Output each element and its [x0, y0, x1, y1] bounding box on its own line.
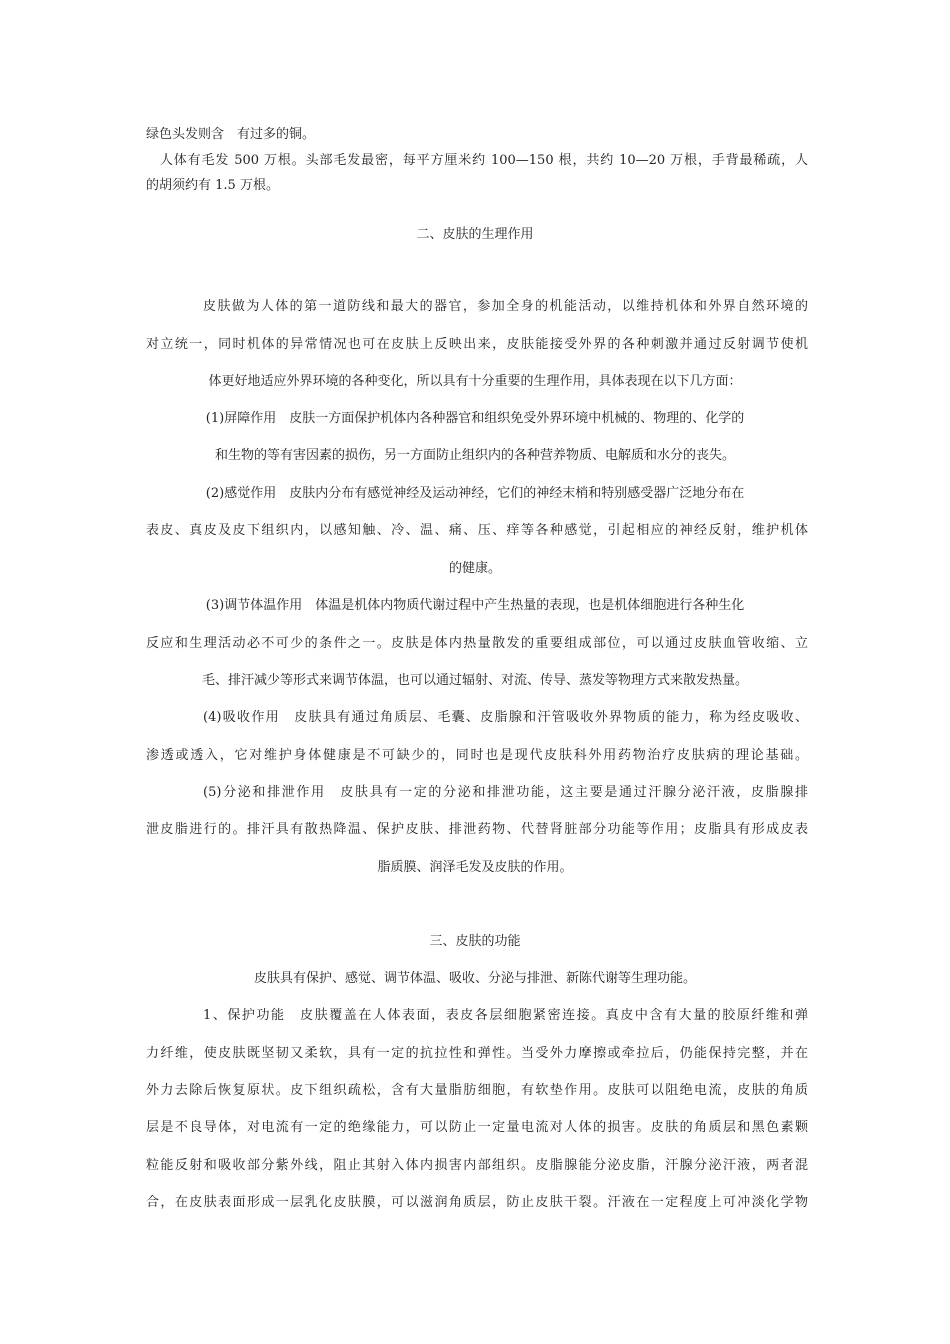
paragraph-line: 的健康。	[448, 561, 501, 576]
paragraph-line: 对立统一，同时机体的异常情况也可在皮肤上反映出来，皮肤能接受外界的各种刺激并通过反射调节使机	[146, 337, 808, 352]
paragraph-line: (4)吸收作用 皮肤具有通过角质层、毛囊、皮脂腺和汗管吸收外界物质的能力，称为经皮吸收、	[203, 710, 808, 725]
paragraph-line: 泄皮脂进行的。排汗具有散热降温、保护皮肤、排泄药物、代替肾脏部分功能等作用；皮脂具有形成皮表	[146, 822, 808, 837]
paragraph-line: 皮肤具有保护、感觉、调节体温、吸收、分泌与排泄、新陈代谢等生理功能。	[253, 971, 696, 986]
paragraph-line: 渗透或透入，它对维护身体健康是不可缺少的，同时也是现代皮肤科外用药物治疗皮肤病的理论基础。	[146, 748, 808, 763]
paragraph-line: 和生物的等有害因素的损伤，另一方面防止组织内的各种营养物质、电解质和水分的丧失。	[214, 448, 735, 463]
paragraph-line: 脂质膜、润泽毛发及皮肤的作用。	[377, 860, 573, 875]
paragraph-line: (1)屏障作用 皮肤一方面保护机体内各种器官和组织免受外界环境中机械的、物理的、化学的	[205, 411, 745, 426]
paragraph-line: 粒能反射和吸收部分紫外线，阻止其射入体内损害内部组织。皮脂腺能分泌皮脂，汗腺分泌汗液，两者混	[146, 1158, 808, 1173]
paragraph-line: (3)调节体温作用 体温是机体内物质代谢过程中产生热量的表现，也是机体细胞进行各种生化	[205, 598, 745, 613]
paragraph-line: 表皮、真皮及皮下组织内，以感知触、冷、温、痛、压、痒等各种感觉，引起相应的神经反射，维护机体	[146, 523, 808, 538]
paragraph-line: 1、保护功能 皮肤覆盖在人体表面，表皮各层细胞紧密连接。真皮中含有大量的胶原纤维和弹	[203, 1008, 808, 1023]
paragraph-line: 反应和生理活动必不可少的条件之一。皮肤是体内热量散发的重要组成部位，可以通过皮肤血管收缩、立	[146, 636, 808, 651]
paragraph-line: (2)感觉作用 皮肤内分布有感觉神经及运动神经，它们的神经末梢和特别感受器广泛地分布在	[205, 486, 745, 501]
paragraph-line: 合，在皮肤表面形成一层乳化皮肤膜，可以滋润角质层，防止皮肤干裂。汗液在一定程度上可冲淡化学物	[146, 1195, 808, 1210]
paragraph-line: 人体有毛发 500 万根。头部毛发最密，每平方厘米约 100—150 根，共约 10—20 万根，手背最稀疏，人	[146, 153, 808, 168]
paragraph-line: 外力去除后恢复原状。皮下组织疏松，含有大量脂肪细胞，有软垫作用。皮肤可以阻绝电流，皮肤的角质	[146, 1083, 808, 1098]
paragraph-line: (5)分泌和排泄作用 皮肤具有一定的分泌和排泄功能，这主要是通过汗腺分泌汗液，皮脂腺排	[203, 785, 808, 800]
paragraph-line: 皮肤做为人体的第一道防线和最大的器官，参加全身的机能活动，以维持机体和外界自然环境的	[203, 299, 808, 314]
section-heading: 二、皮肤的生理作用	[416, 227, 534, 242]
paragraph-line: 力纤维，使皮肤既坚韧又柔软，具有一定的抗拉性和弹性。当受外力摩擦或牵拉后，仍能保持完整，并在	[146, 1046, 808, 1061]
paragraph-line: 层是不良导体，对电流有一定的绝缘能力，可以防止一定量电流对人体的损害。皮肤的角质层和黑色素颗	[146, 1120, 808, 1135]
paragraph-line: 绿色头发则含 有过多的铜。	[146, 127, 316, 142]
paragraph-line: 毛、排汗减少等形式来调节体温，也可以通过辐射、对流、传导、蒸发等物理方式来散发热量。	[201, 673, 748, 688]
paragraph-line: 的胡须约有 1.5 万根。	[146, 178, 279, 193]
section-heading: 三、皮肤的功能	[429, 934, 521, 949]
paragraph-line: 体更好地适应外界环境的各种变化，所以具有十分重要的生理作用，具体表现在以下几方面：	[208, 374, 742, 389]
